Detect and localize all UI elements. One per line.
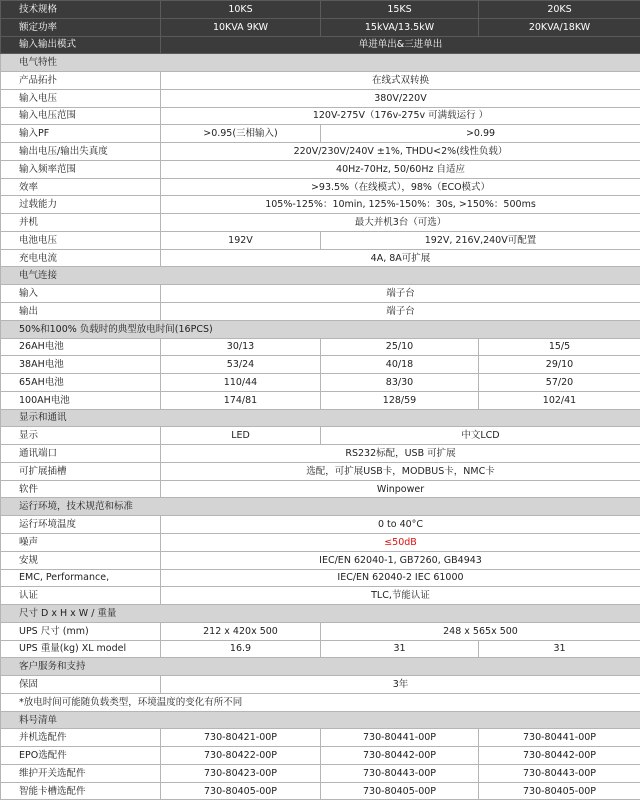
row-label: 输出 — [1, 303, 161, 321]
row-value: 105%-125%：10min, 125%-150%：30s, >150%：500ms — [161, 196, 640, 214]
section-title: 电气特性 — [1, 54, 640, 72]
table-row — [1, 640, 640, 658]
section-dimensions — [1, 605, 640, 623]
header-label: 输入输出模式 — [1, 36, 161, 54]
row-label: 38AH电池 — [1, 356, 161, 374]
row-value: 29/10 — [479, 356, 640, 374]
section-service — [1, 658, 640, 676]
table-row — [1, 569, 640, 587]
section-display — [1, 409, 640, 427]
model-10ks: 10KS — [161, 1, 321, 19]
row-value: 192V — [161, 231, 321, 249]
row-label: 运行环境温度 — [1, 516, 161, 534]
model-15ks: 15KS — [321, 1, 479, 19]
row-value: LED — [161, 427, 321, 445]
row-label: 输入PF — [1, 125, 161, 143]
table-row — [1, 89, 640, 107]
row-value: 31 — [321, 640, 479, 658]
row-label: 过载能力 — [1, 196, 161, 214]
row-label: 并机 — [1, 214, 161, 232]
section-environment — [1, 498, 640, 516]
section-electrical — [1, 54, 640, 72]
table-row — [1, 231, 640, 249]
row-value: 730-80443-00P — [321, 764, 479, 782]
table-row — [1, 480, 640, 498]
section-title: 客户服务和支持 — [1, 658, 640, 676]
table-row — [1, 533, 640, 551]
row-value: 53/24 — [161, 356, 321, 374]
power-10ks: 10KVA 9KW — [161, 18, 321, 36]
row-value: 730-80423-00P — [161, 764, 321, 782]
row-value: 在线式双转换 — [161, 72, 640, 90]
row-value: 730-80441-00P — [321, 729, 479, 747]
section-discharge — [1, 320, 640, 338]
power-15ks: 15kVA/13.5kW — [321, 18, 479, 36]
note-row — [1, 693, 640, 711]
table-row — [1, 391, 640, 409]
power-20ks: 20KVA/18KW — [479, 18, 640, 36]
row-label: 软件 — [1, 480, 161, 498]
row-value: 220V/230V/240V ±1%, THDU<2%(线性负载） — [161, 143, 640, 161]
table-row — [1, 551, 640, 569]
table-row — [1, 72, 640, 90]
row-value: 16.9 — [161, 640, 321, 658]
row-label: 26AH电池 — [1, 338, 161, 356]
model-20ks: 20KS — [479, 1, 640, 19]
row-label: 维护开关选配件 — [1, 764, 161, 782]
row-value: IEC/EN 62040-1, GB7260, GB4943 — [161, 551, 640, 569]
row-value: 中文LCD — [321, 427, 640, 445]
row-value: 120V-275V（176v-275v 可满载运行 ） — [161, 107, 640, 125]
table-row — [1, 356, 640, 374]
row-label: 显示 — [1, 427, 161, 445]
row-value: 4A, 8A可扩展 — [161, 249, 640, 267]
row-label: 产品拓扑 — [1, 72, 161, 90]
section-title: 显示和通讯 — [1, 409, 640, 427]
table-row — [1, 178, 640, 196]
row-label: 可扩展插槽 — [1, 462, 161, 480]
table-row — [1, 747, 640, 765]
row-value: 730-80405-00P — [479, 782, 640, 800]
row-label: 65AH电池 — [1, 374, 161, 392]
table-row — [1, 676, 640, 694]
row-value: 174/81 — [161, 391, 321, 409]
row-value: 192V, 216V,240V可配置 — [321, 231, 640, 249]
row-value: TLC,节能认证 — [161, 587, 640, 605]
row-value: 730-80443-00P — [479, 764, 640, 782]
row-value: 15/5 — [479, 338, 640, 356]
table-row — [1, 249, 640, 267]
row-value: 端子台 — [161, 303, 640, 321]
row-value: 730-80421-00P — [161, 729, 321, 747]
table-row — [1, 285, 640, 303]
row-value: 57/20 — [479, 374, 640, 392]
row-value: 212 x 420x 500 — [161, 622, 321, 640]
table-row — [1, 729, 640, 747]
table-row — [1, 462, 640, 480]
row-value: 730-80405-00P — [321, 782, 479, 800]
row-value: IEC/EN 62040-2 IEC 61000 — [161, 569, 640, 587]
section-title: 运行环境，技术规范和标准 — [1, 498, 640, 516]
header-label: 额定功率 — [1, 18, 161, 36]
io-mode-value: 单进单出&三进单出 — [161, 36, 640, 54]
row-value: 3年 — [161, 676, 640, 694]
footnote: *放电时间可能随负载类型，环境温度的变化有所不同 — [1, 693, 640, 711]
row-label: 输入频率范围 — [1, 160, 161, 178]
section-connection — [1, 267, 640, 285]
table-row — [1, 303, 640, 321]
row-label: 认证 — [1, 587, 161, 605]
row-value: 最大并机3台（可选） — [161, 214, 640, 232]
row-label: 100AH电池 — [1, 391, 161, 409]
row-label: 输入电压范围 — [1, 107, 161, 125]
header-label: 技术规格 — [1, 1, 161, 19]
table-row — [1, 782, 640, 800]
table-row — [1, 764, 640, 782]
row-value: 40Hz-70Hz, 50/60Hz 自适应 — [161, 160, 640, 178]
row-label: 输入 — [1, 285, 161, 303]
row-value: >0.95(三相输入) — [161, 125, 321, 143]
row-value: Winpower — [161, 480, 640, 498]
table-row — [1, 143, 640, 161]
table-row — [1, 125, 640, 143]
row-label: UPS 重量(kg) XL model — [1, 640, 161, 658]
row-label: 效率 — [1, 178, 161, 196]
row-label: 输入电压 — [1, 89, 161, 107]
row-label: 并机选配件 — [1, 729, 161, 747]
row-value: >93.5%（在线模式），98%（ECO模式） — [161, 178, 640, 196]
row-label: EMC, Performance, — [1, 569, 161, 587]
row-value: 83/30 — [321, 374, 479, 392]
row-value: 0 to 40°C — [161, 516, 640, 534]
header-row-io-mode — [1, 36, 640, 54]
row-value: 128/59 — [321, 391, 479, 409]
row-value: 380V/220V — [161, 89, 640, 107]
header-row-model — [1, 1, 640, 19]
table-row — [1, 107, 640, 125]
table-row — [1, 338, 640, 356]
table-row — [1, 196, 640, 214]
row-value: 730-80442-00P — [479, 747, 640, 765]
table-row — [1, 160, 640, 178]
table-row — [1, 622, 640, 640]
row-label: 噪声 — [1, 533, 161, 551]
row-value: 730-80422-00P — [161, 747, 321, 765]
row-value: 248 x 565x 500 — [321, 622, 640, 640]
row-label: 电池电压 — [1, 231, 161, 249]
section-title: 电气连接 — [1, 267, 640, 285]
section-title: 料号清单 — [1, 711, 640, 729]
table-row — [1, 587, 640, 605]
row-value: 730-80441-00P — [479, 729, 640, 747]
row-label: 充电电流 — [1, 249, 161, 267]
row-label: 通讯端口 — [1, 445, 161, 463]
table-row — [1, 516, 640, 534]
row-value: 31 — [479, 640, 640, 658]
row-label: UPS 尺寸 (mm) — [1, 622, 161, 640]
row-value: 102/41 — [479, 391, 640, 409]
noise-value: ≤50dB — [161, 533, 640, 551]
row-label: 智能卡槽选配件 — [1, 782, 161, 800]
table-row — [1, 427, 640, 445]
row-value: 30/13 — [161, 338, 321, 356]
section-title: 尺寸 D x H x W / 重量 — [1, 605, 640, 623]
section-parts — [1, 711, 640, 729]
row-label: 保固 — [1, 676, 161, 694]
row-value: 选配，可扩展USB卡，MODBUS卡，NMC卡 — [161, 462, 640, 480]
row-label: EPO选配件 — [1, 747, 161, 765]
header-row-power — [1, 18, 640, 36]
row-value: 730-80442-00P — [321, 747, 479, 765]
row-value: 25/10 — [321, 338, 479, 356]
row-value: RS232标配，USB 可扩展 — [161, 445, 640, 463]
row-value: 40/18 — [321, 356, 479, 374]
section-title: 50%和100% 负载时的典型放电时间(16PCS) — [1, 320, 640, 338]
row-value: 端子台 — [161, 285, 640, 303]
row-label: 输出电压/输出失真度 — [1, 143, 161, 161]
row-label: 安规 — [1, 551, 161, 569]
row-value: 730-80405-00P — [161, 782, 321, 800]
table-row — [1, 374, 640, 392]
row-value: >0.99 — [321, 125, 640, 143]
row-value: 110/44 — [161, 374, 321, 392]
table-row — [1, 445, 640, 463]
table-row — [1, 214, 640, 232]
